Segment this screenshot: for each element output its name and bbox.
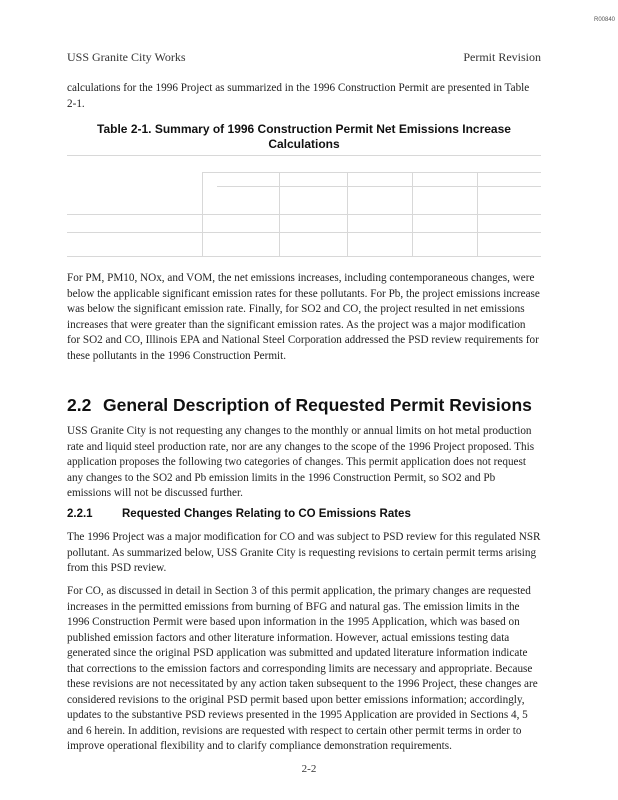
table-rule-bottom xyxy=(67,256,541,257)
section-2-2-number: 2.2 xyxy=(67,395,92,415)
table-rule-top xyxy=(67,155,541,156)
paragraph-net-emissions: For PM, PM10, NOx, and VOM, the net emissions increases, including contemporaneous changes, were below the applicable significant emission rates for these pollutants. For Pb, the project emissions increase was below the significant emission rate. Finally, for SO2 and CO, the project resulted in net emissions increases that were greater than the significant emission rates. As the project was a major modification for SO2 and CO, Illinois EPA and National Steel Corporation addressed the PSD review requirements for these pollutants in the 1996 Construction Permit. xyxy=(67,272,540,362)
table-caption-line2: Calculations xyxy=(268,137,340,151)
table-col-1 xyxy=(202,172,203,256)
section-2-2-title: General Description of Requested Permit Revisions xyxy=(103,395,532,415)
section-2-2-1-title: Requested Changes Relating to CO Emissions Rates xyxy=(122,508,411,520)
intro-paragraph: calculations for the 1996 Project as summarized in the 1996 Construction Permit are presented in Table 2-1. xyxy=(67,82,530,110)
page-number: 2-2 xyxy=(301,763,317,775)
section-2-2-1-heading xyxy=(67,508,411,520)
paragraph-general-description: USS Granite City is not requesting any changes to the monthly or annual limits on hot metal production rate and liquid steel production rate, nor are any changes to the scope of the 1996 Project proposed. This application proposes the following two categories of changes. This permit application does not request any changes to the SO2 and Pb emission limits in the 1996 Construction Permit, so SO2 and Pb emissions will not be discussed further. xyxy=(67,425,535,499)
section-2-2-1-number: 2.2.1 xyxy=(67,508,93,520)
table-col-5 xyxy=(477,172,478,256)
table-caption-line1: Table 2-1. Summary of 1996 Construction Permit Net Emissions Increase xyxy=(97,122,511,136)
header-company: USS Granite City Works xyxy=(67,50,186,64)
table-col-2 xyxy=(279,172,280,256)
table-col-4 xyxy=(412,172,413,256)
emissions-table xyxy=(67,152,541,262)
table-rule-subheader xyxy=(202,172,541,173)
document-stamp: R00840 xyxy=(594,17,616,23)
table-caption xyxy=(67,122,541,152)
table-col-3 xyxy=(347,172,348,256)
paragraph-co-intro: The 1996 Project was a major modification for CO and was subject to PSD review for this regulated NSR pollutant. As summarized below, USS Granite City is requesting revisions to certain permit terms arising from this PSD review. xyxy=(67,531,541,574)
table-rule-row2 xyxy=(67,232,541,233)
header-document-type: Permit Revision xyxy=(463,50,541,64)
paragraph-co-detail: For CO, as discussed in detail in Section 3 of this permit application, the primary changes are requested increases in the permitted emissions from burning of BFG and natural gas. The emission limits in the 1996 Construction Permit were based upon information in the 1995 Application, which was based on published emission factors and other literature information. However, actual emissions testing data generated since the original PSD application was submitted and updated literature information indicate that corrections to the emission factors and corresponding limits are necessary and appropriate. Because these revisions are not necessitated by any action taken subsequent to the 1996 Project, these changes are considered revisions to the original PSD permit based upon better emissions information; accordingly, updates to the substantive PSD reviews presented in the 1995 Application are provided in Sections 4, 5 and 6 herein. In addition, revisions are requested with respect to certain other permit terms in order to improve operational flexibility and to clarify compliance demonstration requirements. xyxy=(67,585,538,752)
section-2-2-heading xyxy=(67,395,532,416)
table-rule-row1 xyxy=(67,214,541,215)
table-rule-header xyxy=(217,186,541,187)
